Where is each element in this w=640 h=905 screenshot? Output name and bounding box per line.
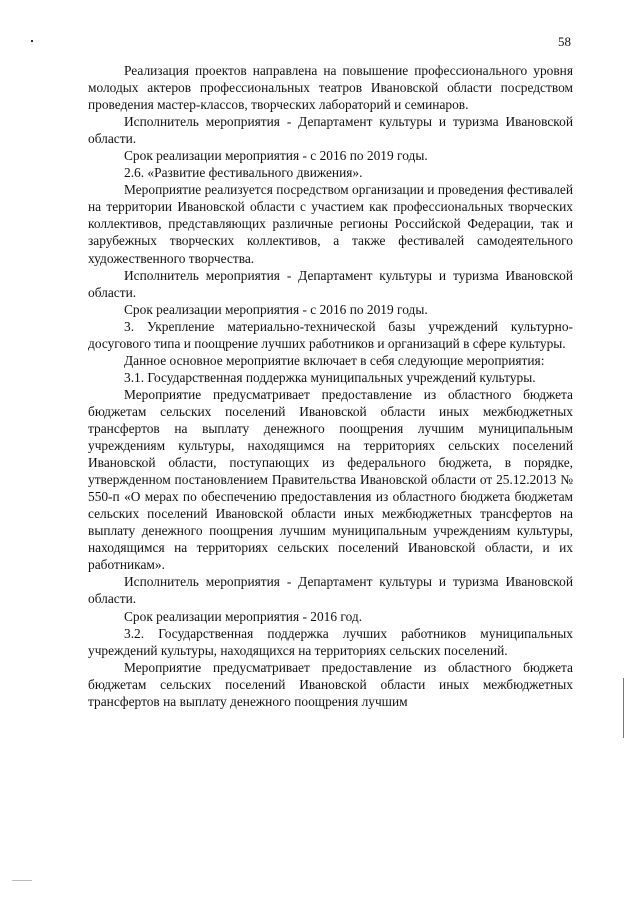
paragraph: Срок реализации мероприятия - 2016 год.: [124, 608, 363, 624]
paragraph: Мероприятие предусматривает предоставление из областного бюджета бюджетам сельских поселений Ивановской области иных межбюджетных трансфертов на выплату денежного поощрения лучшим: [88, 659, 573, 709]
scan-speck: [31, 40, 33, 42]
paragraph: Срок реализации мероприятия - с 2016 по 2019 годы.: [124, 301, 428, 317]
scan-margin-line-bottom: [12, 880, 32, 881]
paragraph: Исполнитель мероприятия - Департамент культуры и туризма Ивановской области.: [88, 114, 573, 147]
section-heading: 2.6. «Развитие фестивального движения».: [124, 165, 363, 181]
page-number: 58: [558, 34, 571, 49]
paragraph: Мероприятие реализуется посредством организации и проведения фестивалей на территории Ивановской области с участием как профессиональных творческих коллективов, представляющих различные регионы Российской Федерации, так и зарубежных творческих коллективов, а также фестивалей самодеятельного художественного творчества.: [88, 182, 573, 266]
section-heading: 3. Укрепление материально-технической базы учреждений культурно-досугового типа и поощрение лучших работников и организаций в сфере культуры.: [88, 318, 573, 351]
paragraph: Исполнитель мероприятия - Департамент культуры и туризма Ивановской области.: [88, 267, 573, 300]
scan-margin-line: [623, 678, 624, 738]
paragraph: Реализация проектов направлена на повышение профессионального уровня молодых актеров профессиональных театров Ивановской области посредством проведения мастер-классов, творческих лабораторий и семинаров.: [88, 63, 573, 113]
paragraph: Данное основное мероприятие включает в себя следующие мероприятия:: [124, 352, 545, 368]
paragraph: Исполнитель мероприятия - Департамент культуры и туризма Ивановской области.: [88, 574, 573, 607]
section-heading: 3.1. Государственная поддержка муниципальных учреждений культуры.: [124, 369, 536, 385]
document-body: [88, 62, 573, 710]
paragraph: Мероприятие предусматривает предоставление из областного бюджета бюджетам сельских поселений Ивановской области иных межбюджетных трансфертов на выплату денежного поощрения лучшим муниципальным учреждениям культуры, находящимся на территориях сельских поселений Ивановской области, поступающих из федерального бюджета, в порядке, утвержденном постановлением Правительства Ивановской области от 25.12.2013 № 550-п «О мерах по обеспечению предоставления из областного бюджета бюджетам сельских поселений Ивановской области иных межбюджетных трансфертов на выплату денежного поощрения лучшим муниципальным учреждениям культуры, находящимся на территориях сельских поселений Ивановской области, и их работникам».: [88, 386, 573, 573]
paragraph: Срок реализации мероприятия - с 2016 по 2019 годы.: [124, 148, 428, 164]
section-heading: 3.2. Государственная поддержка лучших работников муниципальных учреждений культуры, находящихся на территориях сельских поселений.: [88, 625, 573, 658]
